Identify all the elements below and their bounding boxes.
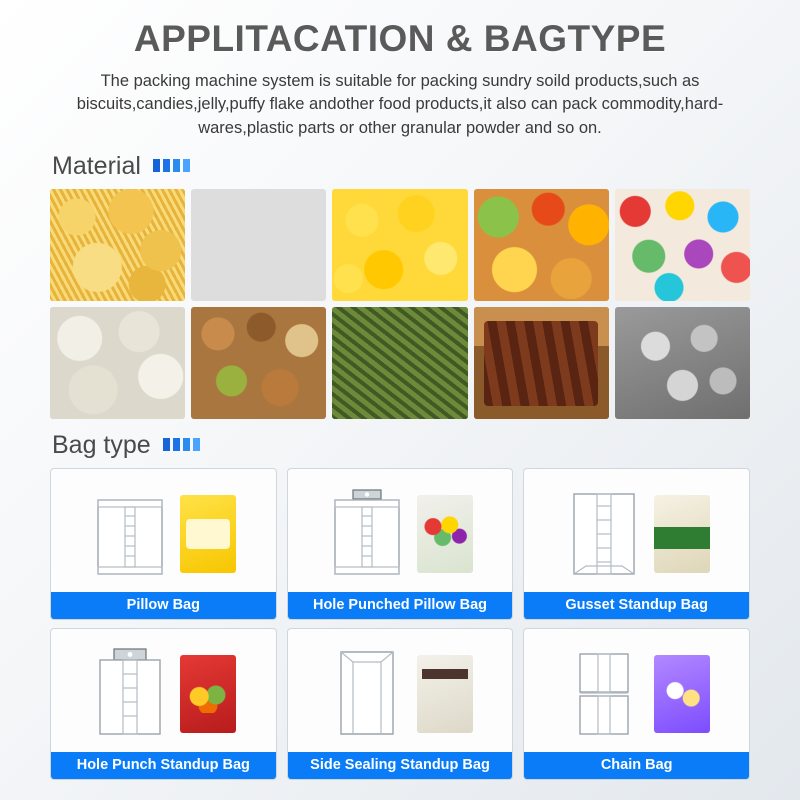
bagtype-label: Hole Punched Pillow Bag [288, 592, 513, 619]
bagtype-card[interactable] [287, 468, 514, 620]
bagtype-label: Hole Punch Standup Bag [51, 752, 276, 779]
bagtype-illustration [530, 635, 743, 752]
material-photo-potato-chips [50, 189, 185, 301]
potato-chips-texture [50, 189, 185, 301]
bagtype-illustration [294, 635, 507, 752]
bagtype-section-heading [0, 431, 800, 460]
product-package-photo [654, 495, 710, 573]
product-package-photo [180, 495, 236, 573]
bagtype-illustration [57, 635, 270, 752]
bag-outline-icon [327, 486, 407, 582]
bagtype-card[interactable] [50, 468, 277, 620]
tea-leaves-texture [332, 307, 467, 419]
dumplings-texture [50, 307, 185, 419]
bagtype-label: Side Sealing Standup Bag [288, 752, 513, 779]
page-description: The packing machine system is suitable for packing sundry soild products,such as biscuits,candies,jelly,puffy flake andother food products,it also can pack commodity,hard-wares,plastic parts or other granular powder and so on. [76, 72, 724, 137]
product-package-photo [417, 655, 473, 733]
material-photo-popcorn [332, 189, 467, 301]
product-package-photo [417, 495, 473, 573]
mixed-nuts-texture [191, 307, 326, 419]
material-section-heading [0, 152, 800, 181]
bagtype-card[interactable] [523, 468, 750, 620]
material-grid [50, 189, 750, 419]
material-section-label: Material [52, 152, 141, 181]
bagtype-illustration [57, 475, 270, 592]
material-photo-mixed-nuts [191, 307, 326, 419]
bag-outline-icon [90, 486, 170, 582]
material-photo-dried-fruit [474, 189, 609, 301]
beef-jerky-texture [474, 307, 609, 419]
bag-outline-icon [327, 646, 407, 742]
bagtype-grid [50, 468, 750, 780]
material-photo-candy [615, 189, 750, 301]
material-photo-beef-jerky [474, 307, 609, 419]
bagtype-card[interactable] [287, 628, 514, 780]
bagtype-illustration [294, 475, 507, 592]
popcorn-texture [332, 189, 467, 301]
candy-texture [615, 189, 750, 301]
product-package-photo [180, 655, 236, 733]
dried-fruit-texture [474, 189, 609, 301]
material-photo-dumplings [50, 307, 185, 419]
dots-decoration-icon [163, 438, 200, 451]
bagtype-label: Chain Bag [524, 752, 749, 779]
bag-outline-icon [90, 646, 170, 742]
bagtype-card[interactable] [523, 628, 750, 780]
bag-outline-icon [564, 646, 644, 742]
product-package-photo [654, 655, 710, 733]
bagtype-section-label: Bag type [52, 431, 151, 460]
bagtype-label: Gusset Standup Bag [524, 592, 749, 619]
material-photo-tea-leaves [332, 307, 467, 419]
bagtype-card[interactable] [50, 628, 277, 780]
material-photo-screws [615, 307, 750, 419]
coffee-beans-texture [191, 189, 326, 301]
bagtype-label: Pillow Bag [51, 592, 276, 619]
page-title: APPLITACATION & BAGTYPE [133, 18, 667, 59]
screws-texture [615, 307, 750, 419]
dots-decoration-icon [153, 159, 190, 172]
material-photo-coffee-beans [191, 189, 326, 301]
bag-outline-icon [564, 486, 644, 582]
bagtype-illustration [530, 475, 743, 592]
